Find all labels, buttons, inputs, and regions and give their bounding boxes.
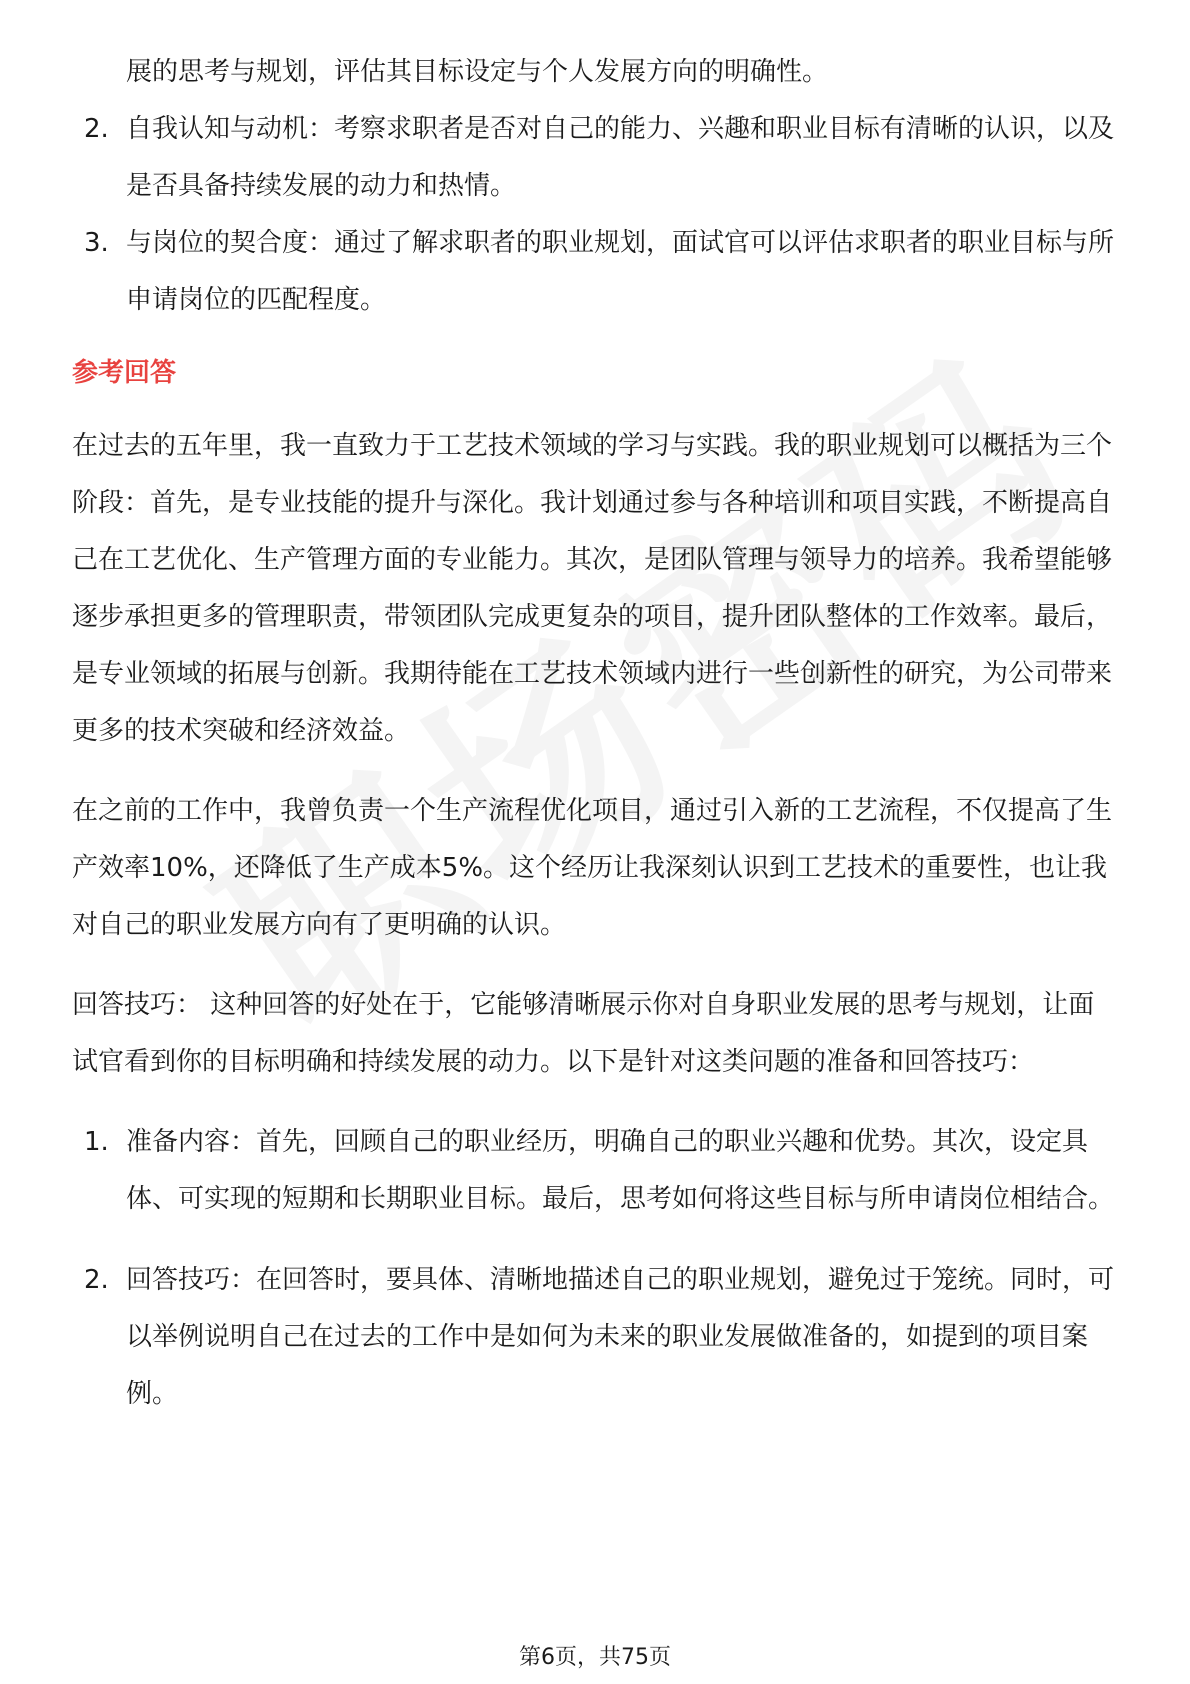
list-item-text: 准备内容：首先，回顾自己的职业经历，明确自己的职业兴趣和优势。其次，设定具体、可实现的短期和长期职业目标。最后，思考如何将这些目标与所申请岗位相结合。 bbox=[126, 1127, 1115, 1214]
tips-list bbox=[72, 1114, 1118, 1423]
list-number: 2. bbox=[84, 114, 109, 144]
list-item bbox=[72, 101, 1118, 215]
list-item bbox=[72, 215, 1118, 329]
list-number: 1. bbox=[84, 1127, 109, 1157]
list-item-text: 回答技巧：在回答时，要具体、清晰地描述自己的职业规划，避免过于笼统。同时，可以举例说明自己在过去的工作中是如何为未来的职业发展做准备的，如提到的项目案例。 bbox=[126, 1265, 1115, 1409]
continued-list-text: 展的思考与规划，评估其目标设定与个人发展方向的明确性。 bbox=[126, 57, 829, 87]
page-content bbox=[72, 44, 1118, 1447]
intro-list bbox=[72, 101, 1118, 329]
list-number: 3. bbox=[84, 228, 109, 258]
list-item bbox=[72, 1114, 1118, 1228]
page-number: 第6页，共75页 bbox=[519, 1645, 671, 1670]
list-number: 2. bbox=[84, 1265, 109, 1295]
list-item-text: 自我认知与动机：考察求职者是否对自己的能力、兴趣和职业目标有清晰的认识，以及是否具备持续发展的动力和热情。 bbox=[126, 114, 1115, 201]
answer-paragraph: 在之前的工作中，我曾负责一个生产流程优化项目，通过引入新的工艺流程，不仅提高了生产效率10%，还降低了生产成本5%。这个经历让我深刻认识到工艺技术的重要性，也让我对自己的职业发展方向有了更明确的认识。 bbox=[72, 796, 1113, 940]
tips-intro-paragraph: 回答技巧： 这种回答的好处在于，它能够清晰展示你对自身职业发展的思考与规划，让面试官看到你的目标明确和持续发展的动力。以下是针对这类问题的准备和回答技巧： bbox=[72, 990, 1095, 1077]
list-item bbox=[72, 1252, 1118, 1423]
section-heading: 参考回答 bbox=[72, 358, 177, 388]
list-item-text: 与岗位的契合度：通过了解求职者的职业规划，面试官可以评估求职者的职业目标与所申请岗位的匹配程度。 bbox=[126, 228, 1115, 315]
answer-paragraph: 在过去的五年里，我一直致力于工艺技术领域的学习与实践。我的职业规划可以概括为三个阶段：首先，是专业技能的提升与深化。我计划通过参与各种培训和项目实践，不断提高自己在工艺优化、生产管理方面的专业能力。其次，是团队管理与领导力的培养。我希望能够逐步承担更多的管理职责，带领团队完成更复杂的项目，提升团队整体的工作效率。最后，是专业领域的拓展与创新。我期待能在工艺技术领域内进行一些创新性的研究，为公司带来更多的技术突破和经济效益。 bbox=[72, 431, 1113, 746]
